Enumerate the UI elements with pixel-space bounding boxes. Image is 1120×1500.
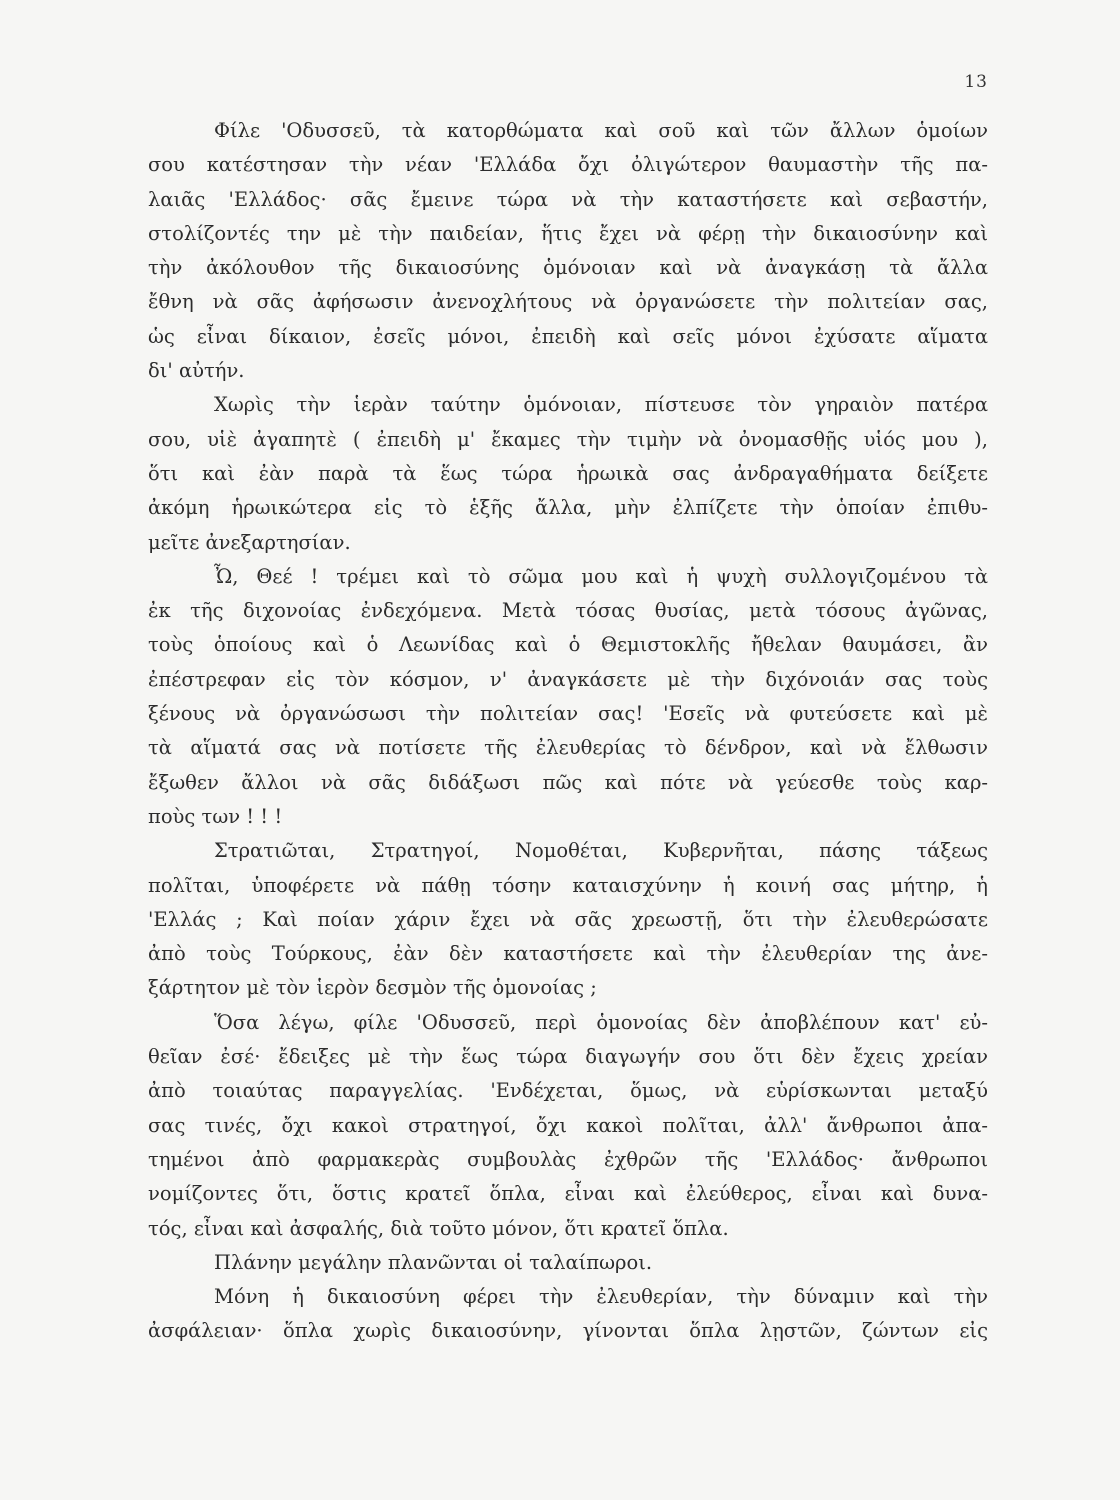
text-line: τός, εἶναι καὶ ἀσφαλής, διὰ τοῦτο μόνον, ὅτι κρατεῖ ὅπλα. [148, 1216, 729, 1240]
text-line: τὰ αἵματά σας νὰ ποτίσετε τῆς ἐλευθερίας τὸ δένδρον, καὶ νὰ ἔλθωσιν [148, 736, 988, 760]
text-line: ὅτι καὶ ἐὰν παρὰ τὰ ἕως τώρα ἡρωικὰ σας ἀνδραγαθήματα δείξετε [148, 461, 988, 485]
text-line: ἐκ τῆς διχονοίας ἐνδεχόμενα. Μετὰ τόσας θυσίας, μετὰ τόσους ἀγῶνας, [148, 599, 988, 623]
text-line: Στρατιῶται, Στρατηγοί, Νομοθέται, Κυβερνῆται, πάσης τάξεως [214, 839, 988, 863]
text-line: ἔξωθεν ἄλλοι νὰ σᾶς διδάξωσι πῶς καὶ πότε νὰ γεύεσθε τοὺς καρ- [148, 770, 988, 794]
text-line: ξένους νὰ ὀργανώσωσι τὴν πολιτείαν σας! 'Εσεῖς νὰ φυτεύσετε καὶ μὲ [148, 702, 988, 726]
text-line: Μόνη ἡ δικαιοσύνη φέρει τὴν ἐλευθερίαν, τὴν δύναμιν καὶ τὴν [214, 1285, 988, 1309]
text-line: τημένοι ἀπὸ φαρμακερὰς συμβουλὰς ἐχθρῶν τῆς 'Ελλάδος· ἄνθρωποι [148, 1147, 988, 1171]
text-line: Χωρὶς τὴν ἱερὰν ταύτην ὁμόνοιαν, πίστευσε τὸν γηραιὸν πατέρα [214, 393, 988, 417]
text-line: Φίλε 'Οδυσσεῦ, τὰ κατορθώματα καὶ σοῦ καὶ τῶν ἄλλων ὁμοίων [214, 119, 988, 142]
text-line: ἔθνη νὰ σᾶς ἀφήσωσιν ἀνενοχλήτους νὰ ὀργανώσετε τὴν πολιτείαν σας, [148, 290, 988, 314]
text-line: πολῖται, ὑποφέρετε νὰ πάθῃ τόσην καταισχύνην ἡ κοινή σας μήτηρ, ἡ [148, 873, 988, 897]
text-line: Πλάνην μεγάλην πλανῶνται οἱ ταλαίπωροι. [214, 1250, 653, 1274]
text-line: ξάρτητον μὲ τὸν ἱερὸν δεσμὸν τῆς ὁμονοίας ; [148, 976, 597, 1000]
text-line: σου κατέστησαν τὴν νέαν 'Ελλάδα ὄχι ὀλιγώτερον θαυμαστὴν τῆς πα- [148, 153, 988, 177]
text-line: ἀσφάλειαν· ὅπλα χωρὶς δικαιοσύνην, γίνονται ὅπλα λῃστῶν, ζώντων εἰς [148, 1319, 988, 1343]
text-line: Ὦ, Θεέ ! τρέμει καὶ τὸ σῶμα μου καὶ ἡ ψυχὴ συλλογιζομένου τὰ [214, 564, 988, 588]
text-line: δι' αὐτήν. [148, 359, 245, 383]
text-line: τοὺς ὁποίους καὶ ὁ Λεωνίδας καὶ ὁ Θεμιστοκλῆς ἤθελαν θαυμάσει, ἂν [148, 633, 988, 657]
text-line: μεῖτε ἀνεξαρτησίαν. [148, 530, 351, 554]
text-line: ἀπὸ τοὺς Τούρκους, ἐὰν δὲν καταστήσετε καὶ τὴν ἐλευθερίαν της ἀνε- [148, 942, 988, 966]
text-line: ποὺς των ! ! ! [148, 804, 283, 828]
body-text [148, 114, 988, 1349]
text-line: τὴν ἀκόλουθον τῆς δικαιοσύνης ὁμόνοιαν καὶ νὰ ἀναγκάσῃ τὰ ἄλλα [148, 256, 988, 280]
text-line: σας τινές, ὄχι κακοὶ στρατηγοί, ὄχι κακοὶ πολῖται, ἀλλ' ἄνθρωποι ἀπα- [148, 1113, 988, 1137]
text-line: θεῖαν ἐσέ· ἔδειξες μὲ τὴν ἕως τώρα διαγωγήν σου ὅτι δὲν ἔχεις χρείαν [148, 1045, 988, 1069]
text-line: ἐπέστρεφαν εἰς τὸν κόσμον, ν' ἀναγκάσετε μὲ τὴν διχόνοιάν σας τοὺς [148, 667, 988, 691]
page-number: 13 [964, 72, 988, 92]
text-line: Ὅσα λέγω, φίλε 'Οδυσσεῦ, περὶ ὁμονοίας δὲν ἀποβλέπουν κατ' εὐ- [214, 1010, 988, 1034]
text-line: λαιᾶς 'Ελλάδος· σᾶς ἔμεινε τώρα νὰ τὴν καταστήσετε καὶ σεβαστήν, [148, 187, 988, 211]
text-line: 'Ελλάς ; Καὶ ποίαν χάριν ἔχει νὰ σᾶς χρεωστῇ, ὅτι τὴν ἐλευθερώσατε [148, 907, 988, 931]
text-line: ὡς εἶναι δίκαιον, ἐσεῖς μόνοι, ἐπειδὴ καὶ σεῖς μόνοι ἐχύσατε αἵματα [148, 324, 988, 348]
text-line: νομίζοντες ὅτι, ὅστις κρατεῖ ὅπλα, εἶναι καὶ ἐλεύθερος, εἶναι καὶ δυνα- [148, 1182, 988, 1206]
text-line: στολίζοντές την μὲ τὴν παιδείαν, ἥτις ἔχει νὰ φέρῃ τὴν δικαιοσύνην καὶ [148, 221, 988, 245]
text-line: σου, υἱὲ ἀγαπητὲ ( ἐπειδὴ μ' ἔκαμες τὴν τιμὴν νὰ ὀνομασθῇς υἱός μου ), [148, 427, 988, 451]
text-line: ἀπὸ τοιαύτας παραγγελίας. 'Ενδέχεται, ὅμως, νὰ εὑρίσκωνται μεταξύ [148, 1079, 988, 1103]
text-line: ἀκόμη ἡρωικώτερα εἰς τὸ ἑξῆς ἄλλα, μὴν ἐλπίζετε τὴν ὁποίαν ἐπιθυ- [148, 496, 988, 520]
